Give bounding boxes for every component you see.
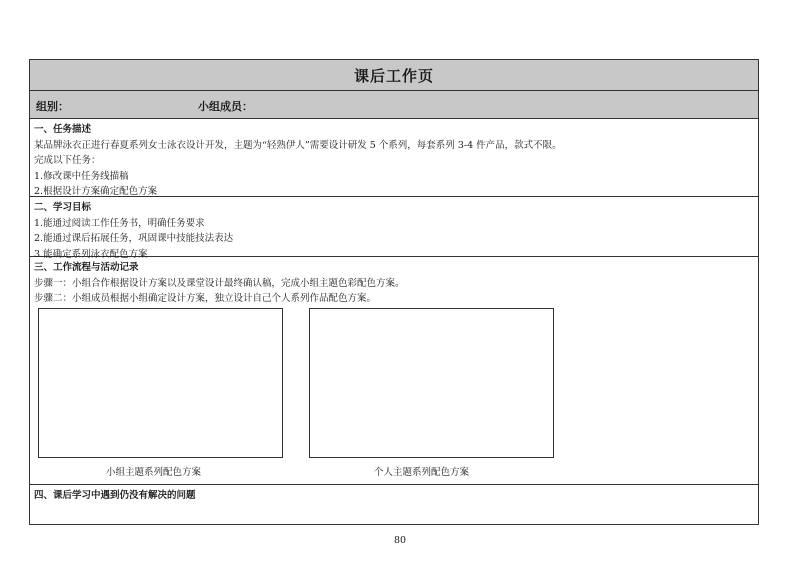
group-color-scheme-caption: 小组主题系列配色方案: [106, 467, 202, 478]
personal-color-scheme-caption: 个人主题系列配色方案: [374, 467, 470, 478]
text-line: 某品牌泳衣正进行春夏系列女士泳衣设计开发，主题为“轻熟伊人”需要设计研发 5 个系列，每套系列 3-4 件产品，款式不限。: [34, 139, 562, 151]
page-title: 课后工作页: [353, 66, 434, 85]
section-learning-goals: [30, 197, 758, 260]
page-number: 80: [393, 535, 407, 546]
section-heading: 二、学习目标: [34, 202, 92, 213]
title-row: [30, 60, 758, 91]
section-heading: 一、任务描述: [34, 124, 92, 135]
section-heading: 四、课后学习中遇到仍没有解决的问题: [34, 490, 196, 501]
text-line: 步骤一：小组合作根据设计方案以及课堂设计最终确认稿，完成小组主题色彩配色方案。: [34, 277, 405, 289]
text-line: 3.能确定系列泳衣配色方案: [34, 248, 148, 260]
text-line: 步骤二：小组成员根据小组确定设计方案，独立设计自己个人系列作品配色方案。: [34, 293, 377, 304]
members-label: 小组成员：: [198, 100, 253, 113]
text-line: 1.能通过阅读工作任务书，明确任务要求: [34, 217, 205, 229]
text-line: 2.根据设计方案确定配色方案: [34, 186, 158, 197]
group-label: 组别：: [36, 100, 69, 113]
section-heading: 三、工作流程与活动记录: [34, 262, 139, 273]
personal-color-scheme-box[interactable]: [309, 308, 554, 458]
group-info-row: [30, 91, 758, 119]
text-line: 1.修改课中任务线描稿: [34, 170, 129, 182]
group-color-scheme-box[interactable]: [38, 308, 283, 458]
section-unsolved-problems: [30, 485, 758, 524]
text-line: 完成以下任务：: [34, 155, 101, 166]
section-workflow: [30, 257, 758, 485]
text-line: 2.能通过课后拓展任务，巩固课中技能技法表达: [34, 233, 234, 244]
section-task-description: [30, 119, 758, 197]
worksheet-table: [29, 59, 759, 525]
